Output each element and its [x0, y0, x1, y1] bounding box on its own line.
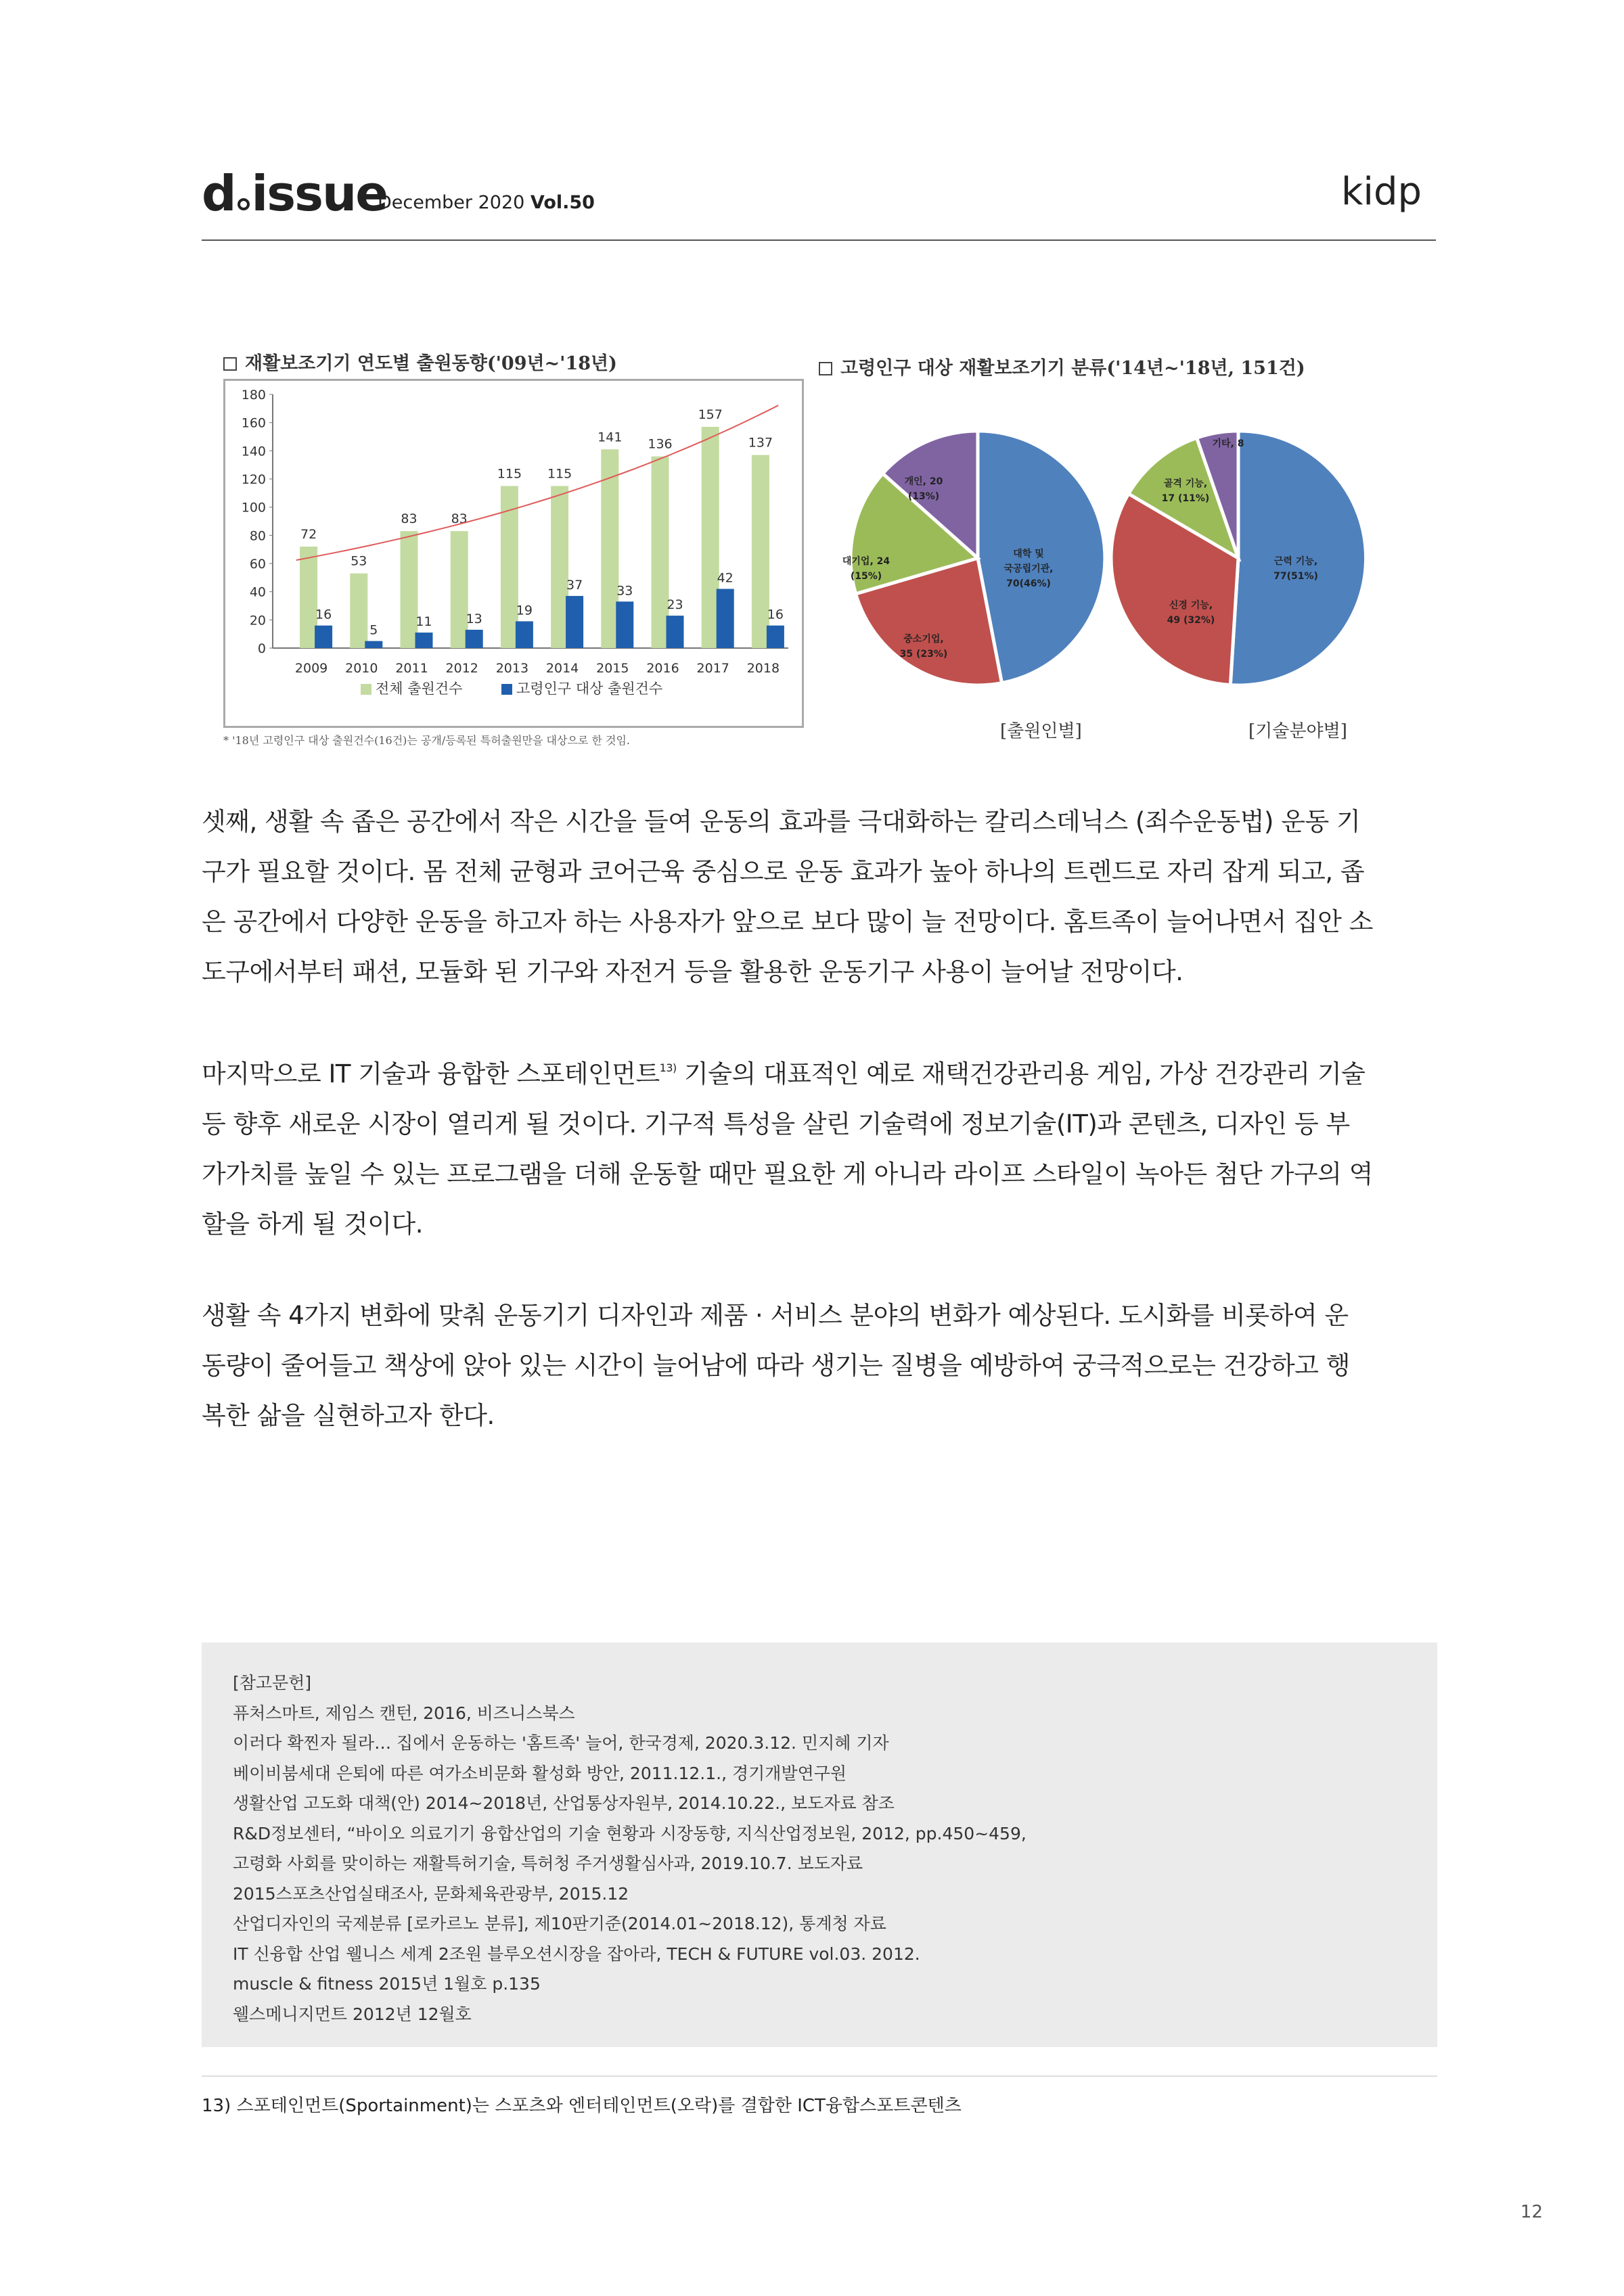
pie-slice-label: 기타, 8 [1212, 438, 1244, 449]
y-tick-label: 40 [249, 584, 266, 600]
checkbox-square-icon [819, 362, 832, 375]
text-line: 할을 하게 될 것이다. [202, 1210, 423, 1239]
data-label-total: 53 [351, 553, 367, 569]
pie-slice-label: (15%) [850, 571, 882, 582]
checkbox-square-icon [223, 357, 237, 371]
pie2-caption: [기술분야별] [1248, 721, 1347, 741]
data-label-total: 157 [698, 407, 723, 422]
data-label-elderly: 5 [369, 622, 378, 638]
pie-slice-label: 17 (11%) [1161, 493, 1210, 504]
figure [223, 338, 1435, 758]
reference-item: 산업디자인의 국제분류 [로카르노 분류], 제10판기준(2014.01~2018.12), 통계청 자료 [233, 1914, 886, 1933]
pie-charts [832, 392, 1435, 758]
pie-chart-title: 고령인구 대상 재활보조기기 분류('14년~'18년, 151건) [819, 353, 1305, 380]
x-tick-label: 2010 [345, 661, 378, 676]
pie1-caption: [출원인별] [1000, 721, 1082, 741]
data-label-elderly: 37 [566, 577, 583, 593]
references-box [202, 1643, 1437, 2047]
bar-elderly [365, 641, 382, 648]
y-tick-label: 160 [241, 415, 266, 431]
text-line: 동량이 줄어들고 책상에 앉아 있는 시간이 늘어남에 따라 생기는 질병을 예방하여 궁극적으로는 건강하고 행 [202, 1351, 1351, 1380]
paragraph-summary [202, 1291, 1437, 1441]
reference-item: 2015스포츠산업실태조사, 문화체육관광부, 2015.12 [233, 1883, 629, 1904]
x-tick-label: 2018 [746, 661, 780, 676]
reference-item: R&D정보센터, “바이오 의료기기 융합산업의 기술 현황과 시장동향, 지식산업정보원, 2012, pp.450~459, [233, 1823, 1027, 1843]
pie-slice-label: 35 (23%) [899, 649, 948, 660]
issue-volume: Vol.50 [530, 192, 595, 213]
data-label-elderly: 16 [315, 607, 332, 622]
reference-item: 이러다 확찐자 될라… 집에서 운동하는 '홈트족' 늘어, 한국경제, 2020.3.12. 민지혜 기자 [233, 1733, 889, 1753]
reference-item: 퓨처스마트, 제임스 캔턴, 2016, 비즈니스북스 [233, 1703, 575, 1723]
pie-slice-label: 개인, 20 [904, 476, 943, 487]
bar-elderly [566, 596, 583, 648]
x-tick-label: 2015 [596, 661, 629, 676]
data-label-total: 83 [401, 511, 418, 527]
data-label-elderly: 11 [415, 614, 432, 630]
x-tick-label: 2014 [545, 661, 579, 676]
pie-slice-label: 중소기업, [903, 634, 944, 645]
footnote-ref[interactable]: 13) [659, 1061, 677, 1074]
data-label-total: 137 [748, 435, 773, 451]
issue-date [378, 192, 595, 213]
bar-chart-title: 재활보조기기 연도별 출원동향('09년~'18년) [223, 348, 617, 375]
y-tick-label: 100 [241, 500, 266, 515]
pie-slice-label: 77(51%) [1273, 571, 1318, 582]
legend-swatch-total [361, 684, 371, 695]
text-line: 구가 필요할 것이다. 몸 전체 균형과 코어근육 중심으로 운동 효과가 높아 하나의 트렌드로 자리 잡게 되고, 좁 [202, 857, 1365, 886]
bar-elderly [315, 626, 332, 648]
brand-wordmark [202, 165, 388, 222]
data-label-elderly: 13 [466, 611, 482, 626]
bar-chart-frame [223, 379, 804, 728]
pie-slice-label: 국공립기관, [1003, 564, 1054, 574]
text-line: 복한 삶을 실현하고자 한다. [202, 1401, 495, 1430]
pie-slice-label: 골격 기능, [1163, 478, 1208, 489]
reference-item: muscle & fitness 2015년 1월호 p.135 [233, 1974, 541, 1994]
data-label-elderly: 33 [616, 583, 633, 599]
pie-charts-svg [832, 392, 1435, 710]
text-line: 생활 속 4가지 변화에 맞춰 운동기기 디자인과 제품 · 서비스 분야의 변화가 예상된다. 도시화를 비롯하여 운 [202, 1301, 1349, 1330]
y-tick-label: 20 [249, 613, 266, 628]
issue-month: December 2020 [378, 192, 525, 213]
data-label-total: 115 [547, 466, 572, 482]
kidp-logo [1341, 169, 1436, 223]
data-label-total: 83 [451, 511, 468, 527]
bar-elderly [466, 630, 483, 648]
bar-elderly [667, 616, 684, 648]
bar-chart [225, 381, 802, 726]
text-line: 은 공간에서 다양한 운동을 하고자 하는 사용자가 앞으로 보다 많이 늘 전망이다. 홈트족이 늘어나면서 집안 소 [202, 907, 1373, 936]
brand-part-b: issue [251, 165, 388, 222]
y-tick-label: 80 [249, 528, 266, 544]
brand-dot-icon [238, 198, 250, 210]
pie-slice-label: 근력 기능, [1273, 556, 1318, 567]
x-tick-label: 2013 [495, 661, 529, 676]
y-tick-label: 180 [241, 388, 266, 403]
data-label-total: 115 [497, 466, 522, 482]
y-tick-label: 140 [241, 444, 266, 459]
legend-label-elderly: 고령인구 대상 출원건수 [516, 681, 663, 697]
bar-elderly [415, 633, 433, 648]
pie-slice-label: 70(46%) [1006, 578, 1051, 589]
x-tick-label: 2017 [696, 661, 729, 676]
bar-total [401, 531, 418, 648]
y-tick-label: 120 [241, 472, 266, 487]
text-line: 등 향후 새로운 시장이 열리게 될 것이다. 기구적 특성을 살린 기술력에 정보기술(IT)과 콘텐츠, 디자인 등 부 [202, 1109, 1350, 1139]
reference-item: 베이비붐세대 은퇴에 따른 여가소비문화 활성화 방안, 2011.12.1., 경기개발연구원 [233, 1763, 847, 1783]
x-tick-label: 2009 [294, 661, 328, 676]
y-tick-label: 0 [257, 641, 266, 656]
bar-elderly [616, 601, 633, 648]
bar-total [350, 574, 367, 648]
reference-item: 웰스메니지먼트 2012년 12월호 [233, 2004, 472, 2024]
page-header [202, 165, 1436, 241]
references-title: [참고문헌] [233, 1673, 312, 1693]
paragraph-last [202, 1043, 1437, 1249]
bar-chart-note: * '18년 고령인구 대상 출원건수(16건)는 공개/등록된 특허출원만을 대상으로 한 것임. [223, 734, 630, 747]
paragraph-third [202, 797, 1437, 997]
reference-item: 생활산업 고도화 대책(안) 2014~2018년, 산업통상자원부, 2014.10.22., 보도자료 참조 [233, 1793, 895, 1813]
data-label-elderly: 16 [767, 607, 784, 622]
text-line: 마지막으로 IT 기술과 융합한 스포테인먼트$^{13)}$ 기술의 대표적인 예로 재택건강관리용 게임, 가상 건강관리 기술 [202, 1059, 1366, 1088]
data-label-elderly: 42 [717, 570, 734, 586]
pie-slice-label: 대기업, 24 [842, 556, 890, 567]
pie-slice-label: 신경 기능, [1169, 600, 1213, 611]
legend-label-total: 전체 출원건수 [376, 681, 463, 697]
legend-swatch-elderly [501, 684, 512, 695]
text-line: 셋째, 생활 속 좁은 공간에서 작은 시간을 들여 운동의 효과를 극대화하는 칼리스데닉스 (죄수운동법) 운동 기 [202, 807, 1361, 836]
text-line: 도구에서부터 패션, 모듈화 된 기구와 자전거 등을 활용한 운동기구 사용이 늘어날 전망이다. [202, 957, 1183, 986]
brand-part-a: d [202, 165, 235, 222]
pie-slice-label: 대학 및 [1013, 549, 1044, 559]
data-label-elderly: 19 [516, 603, 533, 618]
footnote: 13) 스포테인먼트(Sportainment)는 스포츠와 엔터테인먼트(오락)를 결합한 ICT융합스포트콘텐츠 [202, 2096, 962, 2116]
data-label-total: 141 [597, 430, 623, 445]
reference-item: IT 신융합 산업 웰니스 세계 2조원 블루오션시장을 잡아라, TECH & FUTURE vol.03. 2012. [233, 1944, 920, 1964]
x-tick-label: 2016 [646, 661, 679, 676]
data-label-elderly: 23 [667, 597, 683, 613]
footnote-divider [202, 2075, 1437, 2077]
bar-elderly [516, 621, 533, 648]
y-tick-label: 60 [249, 557, 266, 572]
bar-elderly [717, 589, 734, 649]
x-tick-label: 2012 [445, 661, 478, 676]
pie-slice-label: 49 (32%) [1167, 615, 1215, 626]
x-tick-label: 2011 [395, 661, 428, 676]
page-number: 12 [1520, 2202, 1543, 2222]
data-label-total: 136 [648, 436, 673, 452]
reference-item: 고령화 사회를 맞이하는 재활특허기술, 특허청 주거생활심사과, 2019.10.7. 보도자료 [233, 1854, 863, 1873]
text-line: 가가치를 높일 수 있는 프로그램을 더해 운동할 때만 필요한 게 아니라 라이프 스타일이 녹아든 첨단 가구의 역 [202, 1160, 1373, 1189]
pie-slice-label: (13%) [907, 491, 940, 502]
data-label-total: 72 [300, 527, 317, 542]
bar-elderly [767, 626, 784, 648]
kidp-logo-text: kidp [1341, 170, 1422, 214]
